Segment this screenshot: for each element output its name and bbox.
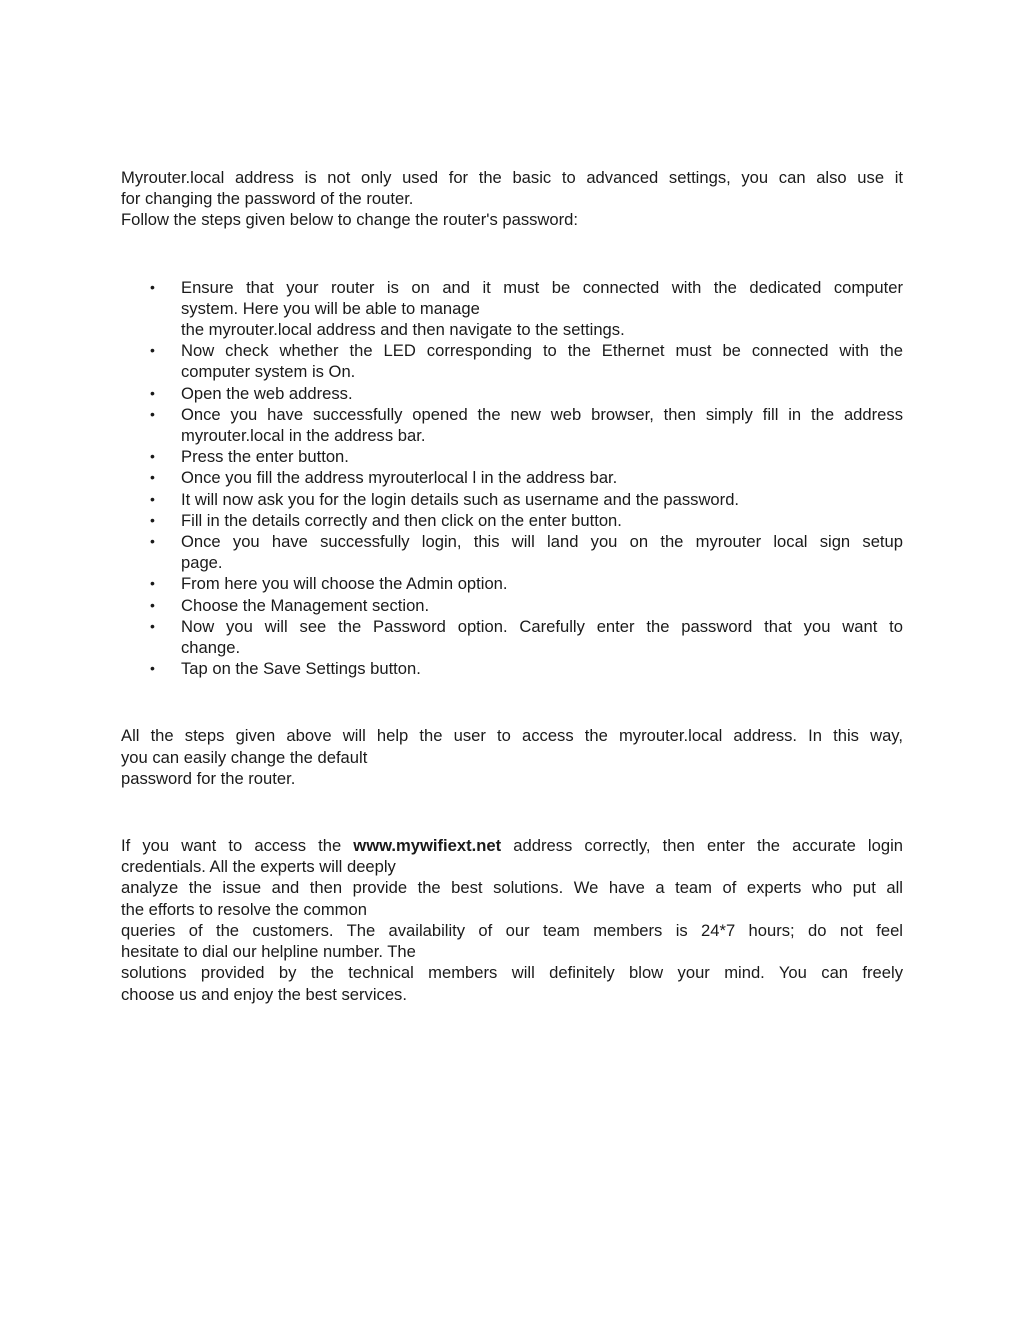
website-link[interactable]: www.mywifiext.net xyxy=(353,836,502,856)
list-item xyxy=(121,404,903,446)
list-item xyxy=(121,383,903,404)
summary-line-1: All the steps given above will help the user to access the myrouter.local address. In this way, xyxy=(121,726,903,746)
list-item xyxy=(121,489,903,510)
intro-line-3: Follow the steps given below to change the router's password: xyxy=(121,210,578,230)
closing-line-4: the efforts to resolve the common xyxy=(121,899,367,919)
bullet-icon: • xyxy=(150,511,155,528)
list-item xyxy=(121,595,903,616)
list-item xyxy=(121,446,903,467)
bullet-icon: • xyxy=(150,469,155,486)
summary-line-2: you can easily change the default xyxy=(121,747,368,767)
list-item-line: page. xyxy=(181,553,223,573)
document-body xyxy=(121,167,903,1005)
list-item xyxy=(121,573,903,594)
list-item-line: Now you will see the Password option. Carefully enter the password that you want to xyxy=(181,616,903,636)
list-item-line: Now check whether the LED corresponding to the Ethernet must be connected with the xyxy=(181,341,903,361)
bullet-icon: • xyxy=(150,533,155,550)
bullet-icon: • xyxy=(150,405,155,422)
list-item xyxy=(121,616,903,658)
bullet-icon: • xyxy=(150,384,155,401)
list-item-line: Once you fill the address myrouterlocal l in the address bar. xyxy=(181,468,618,488)
spacer xyxy=(121,679,903,725)
list-item xyxy=(121,531,903,573)
steps-list xyxy=(121,277,903,680)
spacer xyxy=(121,789,903,835)
intro-line-2: for changing the password of the router. xyxy=(121,189,414,209)
list-item-line: system. Here you will be able to manage xyxy=(181,298,480,318)
list-item xyxy=(121,340,903,382)
list-item xyxy=(121,467,903,488)
summary-paragraph xyxy=(121,725,903,789)
list-item-line: From here you will choose the Admin option. xyxy=(181,574,508,594)
list-item-line: computer system is On. xyxy=(181,362,356,382)
list-item-line: myrouter.local in the address bar. xyxy=(181,426,426,446)
closing-line-1-pre: If you want to access the xyxy=(121,836,354,856)
bullet-icon: • xyxy=(150,490,155,507)
bullet-icon: • xyxy=(150,448,155,465)
list-item-line: Open the web address. xyxy=(181,383,353,403)
closing-line-5: queries of the customers. The availability of our team members is 24*7 hours; do not feel xyxy=(121,920,903,940)
list-item-line: the myrouter.local address and then navigate to the settings. xyxy=(181,320,625,340)
bullet-icon: • xyxy=(150,596,155,613)
list-item-line: It will now ask you for the login details such as username and the password. xyxy=(181,489,740,509)
summary-line-3: password for the router. xyxy=(121,768,296,788)
closing-line-2: credentials. All the experts will deeply xyxy=(121,857,396,877)
list-item-line: Press the enter button. xyxy=(181,447,349,467)
closing-line-7: solutions provided by the technical members will definitely blow your mind. You can freely xyxy=(121,963,903,983)
list-item xyxy=(121,658,903,679)
intro-line-1: Myrouter.local address is not only used for the basic to advanced settings, you can also use it xyxy=(121,168,903,187)
bullet-icon: • xyxy=(150,617,155,634)
list-item xyxy=(121,510,903,531)
bullet-icon: • xyxy=(150,342,155,359)
closing-line-1 xyxy=(121,835,903,856)
closing-line-8: choose us and enjoy the best services. xyxy=(121,984,407,1004)
list-item xyxy=(121,277,903,341)
closing-line-1-post: address correctly, then enter the accurate login xyxy=(501,836,903,856)
list-item-line: Once you have successfully opened the new web browser, then simply fill in the address xyxy=(181,404,903,424)
bullet-icon: • xyxy=(150,575,155,592)
list-item-line: Choose the Management section. xyxy=(181,595,430,615)
intro-paragraph xyxy=(121,167,903,231)
bullet-icon: • xyxy=(150,660,155,677)
list-item-line: Ensure that your router is on and it must be connected with the dedicated computer xyxy=(181,277,903,297)
spacer xyxy=(121,231,903,277)
list-item-line: Tap on the Save Settings button. xyxy=(181,659,421,679)
list-item-line: Once you have successfully login, this will land you on the myrouter local sign setup xyxy=(181,532,903,552)
bullet-icon: • xyxy=(150,278,155,295)
list-item-line: Fill in the details correctly and then click on the enter button. xyxy=(181,510,622,530)
list-item-line: change. xyxy=(181,638,241,658)
closing-line-3: analyze the issue and then provide the best solutions. We have a team of experts who put all xyxy=(121,878,903,898)
closing-paragraph xyxy=(121,835,903,1005)
closing-line-6: hesitate to dial our helpline number. The xyxy=(121,942,416,962)
